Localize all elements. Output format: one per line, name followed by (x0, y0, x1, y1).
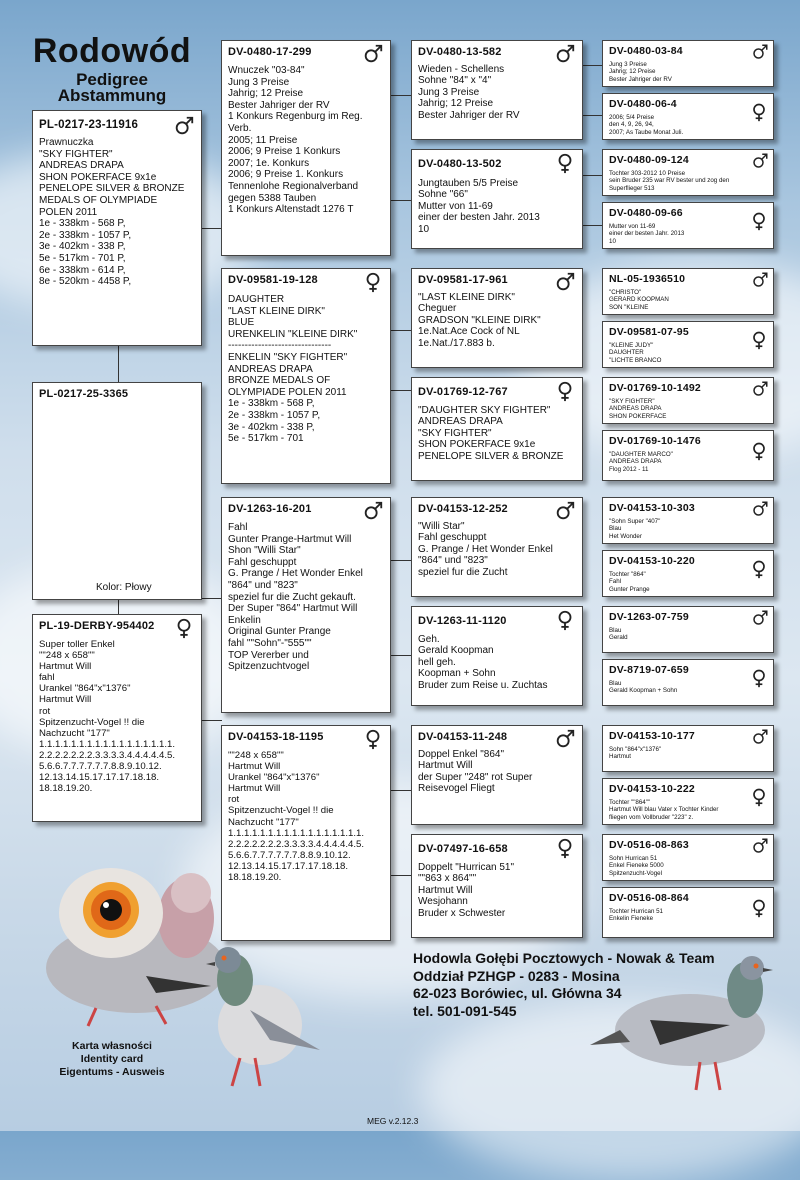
female-icon (554, 609, 576, 631)
great-grandparent-card[interactable] (602, 93, 774, 140)
connector-line (391, 330, 412, 331)
bird-description: Tochter Hurrican 51 Enkelin Fieneke (609, 908, 663, 923)
great-grandparent-card[interactable] (602, 40, 774, 87)
breeder-name: Hodowla Gołębi Pocztowych - Nowak & Team (413, 950, 715, 966)
connector-line (391, 560, 412, 561)
great-grandparent-card[interactable] (602, 202, 774, 249)
parent-card[interactable] (221, 268, 391, 484)
connector-line (391, 655, 412, 656)
bird-description: "DAUGHTER MARCO" ANDREAS DRAPA Flog 2012 - 11 (609, 451, 673, 473)
breeder-phone: tel. 501-091-545 (413, 1002, 517, 1019)
identity-card-de: Eigentums - Ausweis (59, 1066, 165, 1078)
bird-description: "SKY FIGHTER" ANDREAS DRAPA SHON POKERFACE (609, 398, 667, 420)
connector-line (583, 175, 602, 176)
male-icon (554, 728, 576, 750)
bird-description: Jung 3 Preise Jahrig; 12 Preise Bester Jahriger der RV (609, 61, 672, 83)
female-icon (554, 380, 576, 402)
ring-number: DV-0516-08-864 (609, 892, 689, 904)
ring-number: DV-04153-10-303 (609, 502, 695, 514)
ring-number: DV-0480-13-502 (418, 158, 502, 170)
connector-line (583, 225, 602, 226)
ring-number: DV-01769-10-1492 (609, 382, 701, 394)
great-grandparent-card[interactable] (602, 430, 774, 481)
pedigree-subtitle-de: Abstammung (57, 86, 167, 105)
great-grandparent-card[interactable] (602, 497, 774, 544)
connector-line (391, 95, 412, 96)
female-icon (554, 152, 576, 174)
connector-line (201, 598, 222, 599)
bird-description: 2006; 5/4 Preise den 4, 9, 26, 94, 2007; As Taube Monat Juli. (609, 114, 684, 136)
grandparent-card[interactable] (411, 268, 583, 368)
ring-number: DV-01769-10-1476 (609, 435, 701, 447)
second-bird-card[interactable] (32, 382, 202, 600)
connector-line (201, 228, 222, 229)
male-icon (173, 115, 195, 137)
male-icon (751, 380, 769, 398)
ring-number: PL-19-DERBY-954402 (39, 620, 155, 632)
male-icon (751, 500, 769, 518)
bird-description: Fahl Gunter Prange-Hartmut Will Shon "Willi Star" Fahl geschuppt G. Prange / Het Wonder Enkel "864" und "823" speziel fur die Zucht gekauft. Der Super "864" Hartmut Will Enkelin Original Gunter Prange fahl ""Sohn"-"555"" TOP Vererber und Spitzenzuchtvogel (228, 522, 363, 673)
identity-card-label (32, 1040, 192, 1079)
breeder-branch: Oddział PZHGP - 0283 - Mosina (413, 967, 620, 984)
male-icon (362, 500, 384, 522)
ring-number: DV-07497-16-658 (418, 843, 508, 855)
bird-description: Jungtauben 5/5 Preise Sohne "66" Mutter von 11-69 einer der besten Jahr. 2013 10 (418, 178, 540, 235)
connector-line (201, 720, 222, 721)
bird-description: Tochter "864" Fahl Gunter Prange (609, 571, 650, 593)
ring-number: DV-04153-10-177 (609, 730, 695, 742)
grandparent-card[interactable] (411, 377, 583, 481)
bird-description: "Willi Star" Fahl geschuppt G. Prange / Het Wonder Enkel "864" und "823" speziel fur die Zucht (418, 521, 553, 578)
bird-description: Sohn Hurrican 51 Enkel Fieneke 5000 Spitzenzucht-Vogel (609, 855, 664, 877)
ring-number: DV-09581-07-95 (609, 326, 689, 338)
great-grandparent-card[interactable] (602, 268, 774, 315)
great-grandparent-card[interactable] (602, 725, 774, 772)
great-grandparent-card[interactable] (602, 606, 774, 653)
great-grandparent-card[interactable] (602, 377, 774, 424)
grandparent-card[interactable] (411, 606, 583, 706)
ring-number: DV-1263-07-759 (609, 611, 689, 623)
connector-line (583, 115, 602, 116)
male-icon (751, 271, 769, 289)
grandparent-card[interactable] (411, 834, 583, 938)
bird-description: Blau Gerald (609, 627, 628, 642)
great-grandparent-card[interactable] (602, 659, 774, 706)
ring-number: DV-0480-09-66 (609, 207, 683, 219)
bird-description: Doppel Enkel "864" Hartmut Will der Super "248" rot Super Reisevogel Fliegt (418, 749, 533, 795)
bird-description: "DAUGHTER SKY FIGHTER" ANDREAS DRAPA "SKY FIGHTER" SHON POKERFACE 9x1e PENELOPE SILVER & BRONZE (418, 405, 564, 462)
bird-description: Doppelt "Hurrican 51" ""863 x 864"" Hartmut Will Wesjohann Bruder x Schwester (418, 862, 515, 919)
bird-description: Prawnuczka "SKY FIGHTER" ANDREAS DRAPA SHON POKERFACE 9x1e PENELOPE SILVER & BRONZE MEDALS OF OLYMPIADE POLEN 2011 1e - 338km - 568 P, 2e - 338km - 1057 P, 3e - 402km - 338 P, 5e - 517km - 701 P, 6e - 338km - 614 P, 8e - 520km - 4458 P, (39, 137, 185, 288)
male-icon (554, 500, 576, 522)
parent-card[interactable] (221, 497, 391, 713)
identity-card-pl: Karta własności (72, 1040, 152, 1052)
female-icon (173, 617, 195, 639)
ring-number: DV-09581-17-961 (418, 274, 508, 286)
ring-number: DV-0480-06-4 (609, 98, 677, 110)
great-grandparent-card[interactable] (602, 778, 774, 825)
connector-line (118, 345, 119, 383)
pigeon-left-image (190, 940, 330, 1090)
ring-number: DV-04153-11-248 (418, 731, 508, 743)
ring-number: DV-0480-17-299 (228, 46, 312, 58)
grandparent-card[interactable] (411, 725, 583, 825)
connector-line (118, 600, 119, 614)
ring-number: DV-04153-10-222 (609, 783, 695, 795)
great-grandparent-card[interactable] (602, 149, 774, 196)
bird-description: Mutter von 11-69 einer der besten Jahr. 2013 10 (609, 223, 685, 245)
ring-number: DV-8719-07-659 (609, 664, 689, 676)
bird-description: DAUGHTER "LAST KLEINE DIRK" BLUE URENKELIN "KLEINE DIRK" ------------------------------- ENKELIN "SKY FIGHTER" ANDREAS DRAPA BRONZE MEDALS OF OLYMPIADE POLEN 2011 1e - 338km - 568 P, 2e - 338km - 1057 P, 3e - 402km - 338 P, 5e - 517km - 701 (228, 294, 358, 445)
great-grandparent-card[interactable] (602, 550, 774, 597)
color-label: Kolor: Płowy (96, 582, 152, 593)
grandparent-card[interactable] (411, 149, 583, 249)
bird-description: Wnuczek "03-84" Jung 3 Preise Jahrig; 12 Preise Bester Jahriger der RV 1 Konkurs Regenburg im Reg. Verb. 2005; 11 Preise 2006; 9 Preise 1 Konkurs 2007; 1e. Konkurs 2006; 9 Preise 1. Konkurs Tennenlohe Regionalverband gegen 5388 Tauben 1 Konkurs Altenstadt 1276 T (228, 65, 363, 216)
ring-number: DV-0516-08-863 (609, 839, 689, 851)
connector-line (391, 790, 412, 791)
version-label: MEG v.2.12.3 (367, 1116, 419, 1126)
male-icon (751, 609, 769, 627)
male-icon (751, 152, 769, 170)
connector-line (391, 390, 412, 391)
bird-description: Wieden - Schellens Sohne "84" x "4" Jung 3 Preise Jahrig; 12 Preise Bester Jahriger der RV (418, 64, 520, 121)
bird-description: "LAST KLEINE DIRK" Cheguer GRADSON "KLEINE DIRK" 1e.Nat.Ace Cock of NL 1e.Nat./17.883 b. (418, 292, 541, 349)
female-icon (362, 271, 384, 293)
main-bird-card[interactable] (32, 110, 202, 346)
bird-description: Super toller Enkel ""248 x 658"" Hartmut Will fahl Urankel "864"x"1376" Hartmut Will rot Spitzenzucht-Vogel !! die Nachzucht "177" 1.1.1.1.1.1.1.1.1.1.1.1.1.1.1.1.1. 2.2.2.2.2.2.2.3.3.3.3.4.4.4.4.4.5. 5.6.6.7.7.7.7.7.7.8.8.9.10.12. 12.13.14.15.17.17.17.18.18. 18.18.19.20. (39, 639, 176, 795)
connector-line (391, 875, 412, 876)
great-grandparent-card[interactable] (602, 887, 774, 938)
ring-number: DV-0480-13-582 (418, 46, 502, 58)
parent-card[interactable] (221, 40, 391, 256)
ring-number: DV-01769-12-767 (418, 386, 508, 398)
ring-number: DV-04153-12-252 (418, 503, 508, 515)
grandparent-card[interactable] (411, 497, 583, 597)
ring-number: DV-04153-18-1195 (228, 731, 324, 743)
connector-line (583, 65, 602, 66)
ring-number: DV-1263-11-1120 (418, 615, 507, 627)
ring-number: NL-05-1936510 (609, 273, 686, 285)
breeder-address: 62-023 Borówiec, ul. Główna 34 (413, 985, 622, 1001)
female-icon (362, 728, 384, 750)
pedigree-title: Rodowód (32, 32, 192, 70)
pedigree-subtitle-en: Pedigree (76, 70, 148, 89)
bird-description: "KLEINE JUDY" DAUGHTER "LICHTE BRANCO (609, 342, 662, 364)
parent-card[interactable] (221, 725, 391, 941)
ring-number: DV-0480-03-84 (609, 45, 683, 57)
ring-number: DV-04153-10-220 (609, 555, 695, 567)
male-icon (362, 43, 384, 65)
bird-description: Tochter ""864"" Hartmut Will blau Vater x Tochter Kinder fliegen vom Vollbruder "223" z. (609, 799, 719, 821)
bird-description: Tochter 303-2012 10 Preise sein Bruder 235 war RV bester und zog den Superflieger 513 (609, 170, 730, 192)
bird-description: Sohn "864"x"1376" Hartmut (609, 746, 662, 761)
male-icon (751, 837, 769, 855)
ring-number: DV-09581-19-128 (228, 274, 318, 286)
male-icon (554, 271, 576, 293)
male-icon (554, 43, 576, 65)
pigeon-right-image (580, 950, 780, 1100)
ring-number: DV-1263-16-201 (228, 503, 312, 515)
ring-number: PL-0217-25-3365 (39, 388, 129, 400)
bird-description: "CHRISTO" GERARD KOOPMAN SON "KLEINE (609, 289, 669, 311)
male-icon (751, 728, 769, 746)
bird-description: Geh. Gerald Koopman hell geh. Koopman + Sohn Bruder zum Reise u. Zuchtas (418, 634, 548, 691)
female-icon (554, 837, 576, 859)
great-grandparent-card[interactable] (602, 834, 774, 881)
identity-card-en: Identity card (80, 1053, 144, 1065)
ring-number: DV-0480-09-124 (609, 154, 689, 166)
bird-description: Blau Gerald Koopman + Sohn (609, 680, 678, 695)
bird-description: "Sohn Super "407" Blau Het Wonder (609, 518, 661, 540)
grandparent-card[interactable] (411, 40, 583, 140)
great-grandparent-card[interactable] (602, 321, 774, 368)
bird-description: ""248 x 658"" Hartmut Will Urankel "864"x"1376" Hartmut Will rot Spitzenzucht-Vogel !! die Nachzucht "177" 1.1.1.1.1.1.1.1.1.1.1.1.1.1.1.1.1. 2.2.2.2.2.2.2.3.3.3.3.4.4.4.4.4.5. 5.6.6.7.7.7.7.7.7.8.8.9.10.12. 12.13.14.15.17.17.17.18.18. 18.18.19.20. (228, 750, 365, 884)
male-icon (751, 43, 769, 61)
ring-number: PL-0217-23-11916 (39, 119, 139, 131)
derby-bird-card[interactable] (32, 614, 202, 822)
connector-line (391, 200, 412, 201)
